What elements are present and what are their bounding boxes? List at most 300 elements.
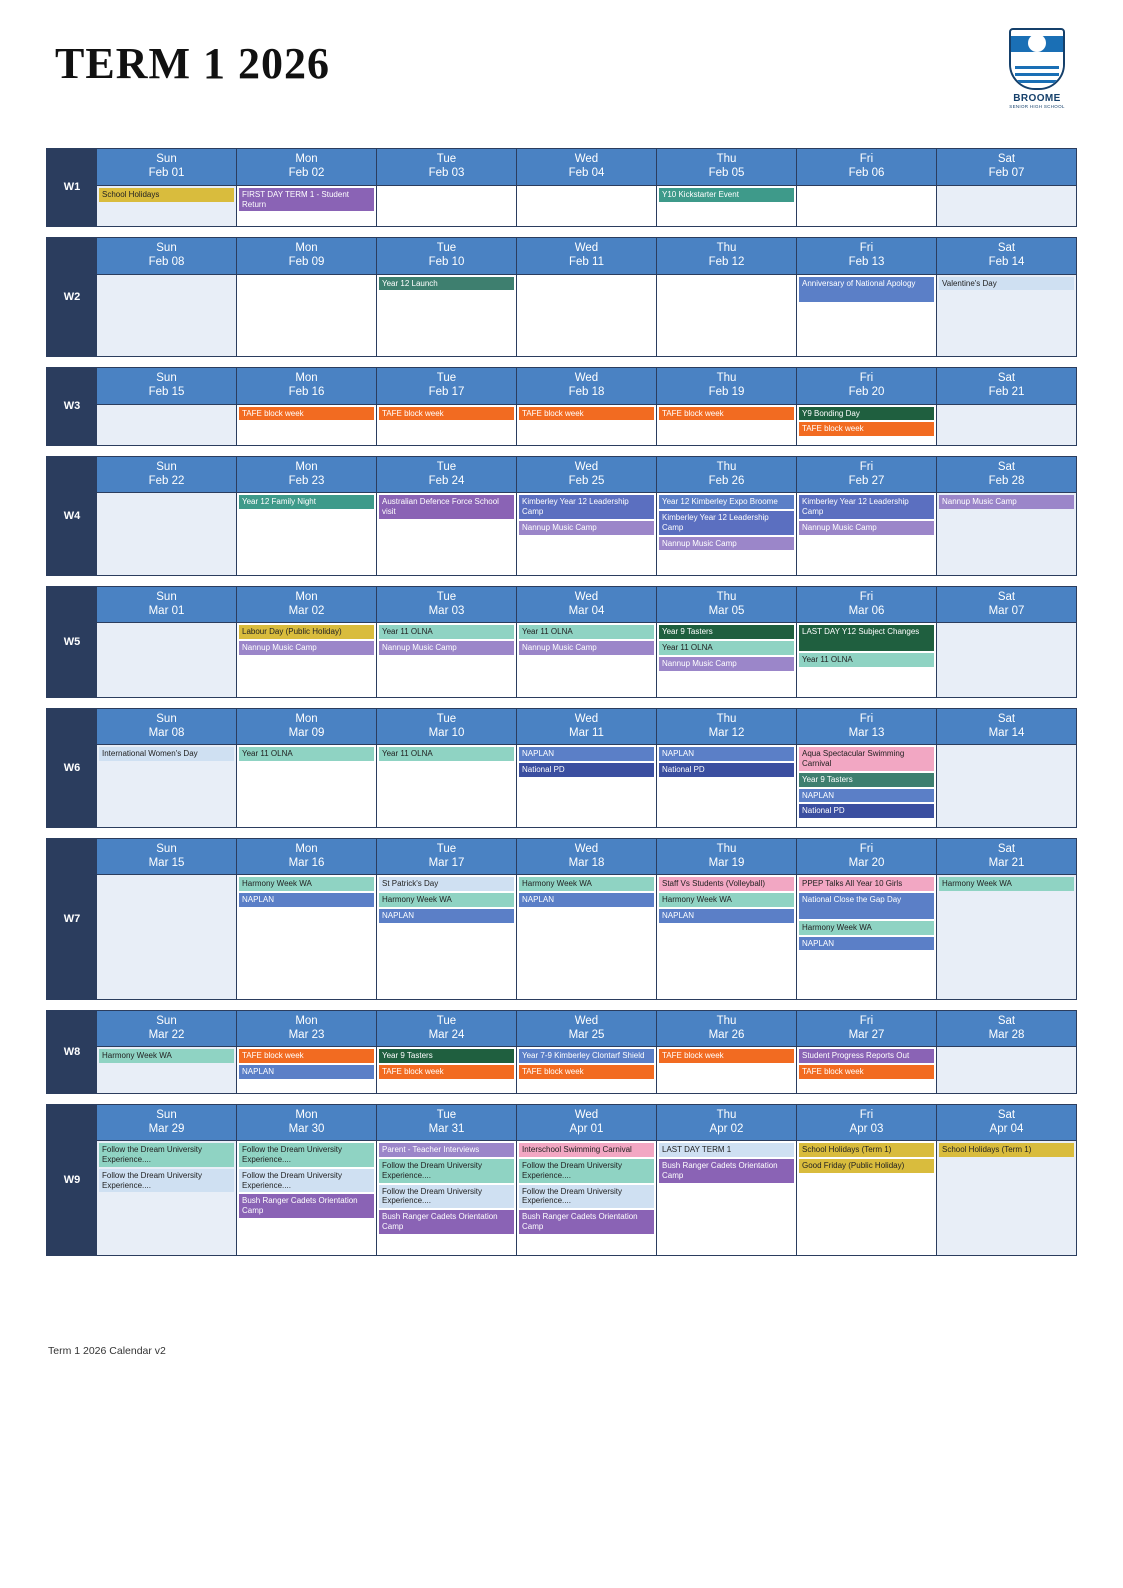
day-of-week: Wed: [574, 460, 599, 473]
day-cell[interactable]: [937, 275, 1076, 356]
day-columns: [97, 368, 1076, 445]
day-header: [97, 368, 236, 405]
day-header: [237, 839, 376, 876]
calendar-event[interactable]: PPEP Talks All Year 10 Girls: [799, 877, 934, 891]
day-header: [937, 839, 1076, 876]
day-cell[interactable]: [797, 623, 936, 696]
day-date: Feb 10: [428, 256, 465, 269]
calendar-event[interactable]: TAFE block week: [239, 1049, 374, 1063]
day-cell[interactable]: [377, 745, 516, 826]
day-cell[interactable]: [237, 275, 376, 356]
calendar-event[interactable]: Harmony Week WA: [939, 877, 1074, 891]
day-header: [937, 1011, 1076, 1048]
day-cell[interactable]: [937, 405, 1076, 445]
day-cell[interactable]: [797, 493, 936, 574]
day-cell[interactable]: [517, 186, 656, 226]
calendar-event[interactable]: Follow the Dream University Experience....: [519, 1185, 654, 1209]
day-cell[interactable]: [237, 875, 376, 998]
day-cell[interactable]: [937, 186, 1076, 226]
week-row: [46, 838, 1077, 1000]
week-row: [46, 237, 1077, 357]
day-column: [376, 368, 516, 445]
day-cell[interactable]: [937, 1047, 1076, 1092]
calendar-event[interactable]: NAPLAN: [239, 893, 374, 907]
day-of-week: Thu: [716, 590, 737, 603]
day-of-week: Mon: [295, 712, 318, 725]
day-of-week: Tue: [436, 371, 457, 384]
day-cell[interactable]: [797, 405, 936, 445]
day-column: [97, 368, 236, 445]
day-cell[interactable]: [517, 1047, 656, 1092]
day-cell[interactable]: [937, 875, 1076, 998]
calendar-event[interactable]: Year 12 Family Night: [239, 495, 374, 509]
day-header: [97, 587, 236, 624]
day-cell[interactable]: [657, 623, 796, 696]
day-header: [517, 587, 656, 624]
day-columns: [97, 839, 1076, 999]
calendar-event[interactable]: TAFE block week: [519, 1065, 654, 1079]
calendar-event[interactable]: Y10 Kickstarter Event: [659, 188, 794, 202]
day-column: [516, 839, 656, 999]
day-header: [517, 368, 656, 405]
day-date: Mar 26: [708, 1028, 745, 1041]
day-column: [236, 149, 376, 226]
day-of-week: Sat: [997, 371, 1016, 384]
day-header: [937, 709, 1076, 746]
day-cell[interactable]: [97, 623, 236, 696]
day-header: [377, 709, 516, 746]
day-header: [377, 238, 516, 275]
day-of-week: Wed: [574, 590, 599, 603]
day-cell[interactable]: [657, 186, 796, 226]
calendar-event[interactable]: TAFE block week: [659, 1049, 794, 1063]
calendar-event[interactable]: Good Friday (Public Holiday): [799, 1159, 934, 1173]
calendar-event[interactable]: Year 9 Tasters: [659, 625, 794, 639]
day-of-week: Sat: [997, 460, 1016, 473]
calendar-event[interactable]: TAFE block week: [799, 1065, 934, 1079]
day-cell[interactable]: [377, 1047, 516, 1092]
calendar-event[interactable]: NAPLAN: [799, 789, 934, 803]
day-header: [97, 709, 236, 746]
day-date: Mar 18: [568, 856, 605, 869]
day-column: [97, 149, 236, 226]
calendar-event[interactable]: Year 11 OLNA: [239, 747, 374, 761]
calendar-event[interactable]: Anniversary of National Apology: [799, 277, 934, 303]
calendar-event[interactable]: Year 11 OLNA: [799, 653, 934, 667]
day-column: [936, 238, 1076, 356]
calendar-event[interactable]: Staff Vs Students (Volleyball): [659, 877, 794, 891]
calendar-event[interactable]: Kimberley Year 12 Leadership Camp: [519, 495, 654, 519]
day-cell[interactable]: [937, 745, 1076, 826]
day-header: [937, 368, 1076, 405]
calendar-event[interactable]: School Holidays (Term 1): [939, 1143, 1074, 1157]
calendar-event[interactable]: Harmony Week WA: [799, 921, 934, 935]
day-cell[interactable]: [797, 275, 936, 356]
calendar-event[interactable]: Follow the Dream University Experience....: [99, 1169, 234, 1193]
calendar-event[interactable]: Harmony Week WA: [239, 877, 374, 891]
day-cell[interactable]: [517, 493, 656, 574]
day-date: Feb 19: [708, 386, 745, 399]
calendar-event[interactable]: LAST DAY TERM 1: [659, 1143, 794, 1157]
day-date: Mar 23: [288, 1028, 325, 1041]
calendar-event[interactable]: Follow the Dream University Experience....: [239, 1143, 374, 1167]
calendar-event[interactable]: International Women's Day: [99, 747, 234, 761]
day-cell[interactable]: [377, 275, 516, 356]
day-column: [796, 587, 936, 697]
day-column: [656, 1011, 796, 1093]
day-date: Mar 31: [428, 1122, 465, 1135]
calendar-event[interactable]: NAPLAN: [659, 909, 794, 923]
day-header: [97, 457, 236, 494]
calendar-event[interactable]: NAPLAN: [239, 1065, 374, 1079]
day-of-week: Fri: [859, 371, 874, 384]
day-column: [936, 709, 1076, 827]
calendar-event[interactable]: Harmony Week WA: [659, 893, 794, 907]
day-column: [97, 1105, 236, 1255]
day-header: [517, 1105, 656, 1142]
day-of-week: Sat: [997, 1014, 1016, 1027]
calendar-event[interactable]: National PD: [799, 804, 934, 818]
day-column: [936, 1105, 1076, 1255]
calendar-event[interactable]: School Holidays (Term 1): [799, 1143, 934, 1157]
day-cell[interactable]: [937, 623, 1076, 696]
day-date: Mar 30: [288, 1122, 325, 1135]
day-cell[interactable]: [237, 745, 376, 826]
day-column: [516, 1011, 656, 1093]
day-column: [376, 1011, 516, 1093]
day-cell[interactable]: [377, 405, 516, 445]
calendar-event[interactable]: NAPLAN: [519, 893, 654, 907]
day-cell[interactable]: [937, 1141, 1076, 1254]
day-cell[interactable]: [237, 1141, 376, 1254]
day-column: [656, 368, 796, 445]
day-of-week: Tue: [436, 1108, 457, 1121]
day-columns: [97, 1105, 1076, 1255]
day-of-week: Sat: [997, 842, 1016, 855]
day-cell[interactable]: [517, 405, 656, 445]
calendar-event[interactable]: National PD: [659, 763, 794, 777]
day-of-week: Tue: [436, 153, 457, 165]
day-of-week: Thu: [716, 153, 737, 165]
day-cell[interactable]: [517, 1141, 656, 1254]
day-of-week: Fri: [859, 712, 874, 725]
day-header: [237, 238, 376, 275]
day-cell[interactable]: [377, 875, 516, 998]
day-header: [797, 1105, 936, 1142]
day-cell[interactable]: [517, 623, 656, 696]
day-column: [97, 238, 236, 356]
day-cell[interactable]: [97, 493, 236, 574]
day-header: [657, 709, 796, 746]
calendar-event[interactable]: Parent - Teacher Interviews: [379, 1143, 514, 1157]
day-cell[interactable]: [657, 405, 796, 445]
calendar-event[interactable]: National PD: [519, 763, 654, 777]
day-column: [516, 709, 656, 827]
calendar-event[interactable]: TAFE block week: [379, 1065, 514, 1079]
day-cell[interactable]: [237, 623, 376, 696]
calendar-event[interactable]: Nannup Music Camp: [379, 641, 514, 655]
day-header: [237, 587, 376, 624]
week-label: W8: [47, 1011, 97, 1093]
day-header: [937, 238, 1076, 275]
day-date: Mar 07: [988, 604, 1025, 617]
day-cell[interactable]: [237, 1047, 376, 1092]
day-cell[interactable]: [517, 275, 656, 356]
calendar-event[interactable]: NAPLAN: [659, 747, 794, 761]
calendar-event[interactable]: Year 12 Kimberley Expo Broome: [659, 495, 794, 509]
calendar-event[interactable]: Nannup Music Camp: [659, 657, 794, 671]
day-cell[interactable]: [97, 405, 236, 445]
day-date: Feb 24: [428, 474, 465, 487]
calendar-event[interactable]: Nannup Music Camp: [799, 521, 934, 535]
day-cell[interactable]: [657, 875, 796, 998]
day-date: Feb 13: [848, 256, 885, 269]
day-cell[interactable]: [97, 186, 236, 226]
calendar-event[interactable]: Kimberley Year 12 Leadership Camp: [659, 511, 794, 535]
day-header: [657, 587, 796, 624]
calendar-event[interactable]: Bush Ranger Cadets Orientation Camp: [379, 1210, 514, 1234]
day-date: Feb 27: [848, 474, 885, 487]
day-date: Mar 09: [288, 726, 325, 739]
calendar-event[interactable]: Bush Ranger Cadets Orientation Camp: [239, 1194, 374, 1218]
day-header: [377, 1105, 516, 1142]
day-cell[interactable]: [937, 493, 1076, 574]
calendar-event[interactable]: Aqua Spectacular Swimming Carnival: [799, 747, 934, 771]
calendar-event[interactable]: Year 11 OLNA: [379, 747, 514, 761]
calendar-event[interactable]: Year 7-9 Kimberley Clontarf Shield: [519, 1049, 654, 1063]
day-cell[interactable]: [377, 623, 516, 696]
calendar-event[interactable]: Nannup Music Camp: [939, 495, 1074, 509]
day-column: [796, 457, 936, 575]
day-of-week: Mon: [295, 1108, 318, 1121]
day-date: Feb 14: [988, 256, 1025, 269]
calendar-event[interactable]: Year 9 Tasters: [379, 1049, 514, 1063]
day-column: [796, 149, 936, 226]
week-row: [46, 148, 1077, 227]
calendar-event[interactable]: Year 9 Tasters: [799, 773, 934, 787]
day-date: Mar 08: [148, 726, 185, 739]
day-date: Mar 14: [988, 726, 1025, 739]
day-column: [236, 587, 376, 697]
day-of-week: Sat: [997, 590, 1016, 603]
logo-name: BROOME: [1013, 93, 1061, 104]
day-cell[interactable]: [797, 1047, 936, 1092]
day-cell[interactable]: [97, 1047, 236, 1092]
day-date: Feb 06: [848, 167, 885, 180]
day-column: [796, 839, 936, 999]
day-column: [97, 1011, 236, 1093]
day-of-week: Sun: [156, 241, 177, 254]
day-column: [376, 709, 516, 827]
week-row: [46, 1010, 1077, 1094]
calendar-event[interactable]: TAFE block week: [519, 407, 654, 421]
calendar-event[interactable]: Nannup Music Camp: [519, 521, 654, 535]
day-of-week: Sun: [156, 371, 177, 384]
calendar-event[interactable]: Harmony Week WA: [379, 893, 514, 907]
day-cell[interactable]: [517, 745, 656, 826]
day-column: [936, 1011, 1076, 1093]
day-cell[interactable]: [97, 745, 236, 826]
calendar-event[interactable]: LAST DAY Y12 Subject Changes: [799, 625, 934, 651]
calendar-event[interactable]: Follow the Dream University Experience....: [519, 1159, 654, 1183]
calendar-event[interactable]: St Patrick's Day: [379, 877, 514, 891]
day-date: Mar 22: [148, 1028, 185, 1041]
calendar-event[interactable]: Harmony Week WA: [519, 877, 654, 891]
day-cell[interactable]: [797, 186, 936, 226]
day-column: [376, 587, 516, 697]
day-of-week: Thu: [716, 371, 737, 384]
day-cell[interactable]: [517, 875, 656, 998]
day-column: [656, 839, 796, 999]
day-header: [237, 149, 376, 186]
day-date: Mar 16: [288, 856, 325, 869]
calendar-event[interactable]: Y9 Bonding Day: [799, 407, 934, 421]
day-cell[interactable]: [237, 186, 376, 226]
day-cell[interactable]: [377, 493, 516, 574]
day-of-week: Fri: [859, 153, 874, 165]
calendar-event[interactable]: Interschool Swimming Carnival: [519, 1143, 654, 1157]
day-column: [656, 238, 796, 356]
day-date: Mar 20: [848, 856, 885, 869]
week-row: [46, 456, 1077, 576]
day-header: [657, 238, 796, 275]
calendar-event[interactable]: Bush Ranger Cadets Orientation Camp: [519, 1210, 654, 1234]
day-cell[interactable]: [797, 745, 936, 826]
day-header: [797, 457, 936, 494]
day-cell[interactable]: [657, 1047, 796, 1092]
day-cell[interactable]: [657, 745, 796, 826]
calendar-event[interactable]: Australian Defence Force School visit: [379, 495, 514, 519]
calendar-event[interactable]: National Close the Gap Day: [799, 893, 934, 919]
day-date: Mar 29: [148, 1122, 185, 1135]
day-of-week: Sat: [997, 241, 1016, 254]
day-of-week: Sun: [156, 153, 177, 165]
day-header: [237, 1105, 376, 1142]
day-date: Mar 15: [148, 856, 185, 869]
calendar-event[interactable]: Labour Day (Public Holiday): [239, 625, 374, 639]
day-header: [797, 149, 936, 186]
day-column: [516, 1105, 656, 1255]
calendar-event[interactable]: Nannup Music Camp: [519, 641, 654, 655]
day-column: [97, 457, 236, 575]
day-cell[interactable]: [97, 875, 236, 998]
day-cell[interactable]: [237, 493, 376, 574]
calendar-event[interactable]: Student Progress Reports Out: [799, 1049, 934, 1063]
day-of-week: Tue: [436, 590, 457, 603]
day-cell[interactable]: [797, 1141, 936, 1254]
day-column: [236, 457, 376, 575]
calendar-event[interactable]: NAPLAN: [379, 909, 514, 923]
day-of-week: Mon: [295, 153, 318, 165]
day-date: Mar 13: [848, 726, 885, 739]
day-column: [516, 368, 656, 445]
calendar-event[interactable]: NAPLAN: [799, 937, 934, 951]
day-cell[interactable]: [657, 493, 796, 574]
calendar-event[interactable]: Follow the Dream University Experience....: [379, 1185, 514, 1209]
day-header: [377, 587, 516, 624]
calendar-event[interactable]: TAFE block week: [799, 422, 934, 436]
calendar-event[interactable]: TAFE block week: [659, 407, 794, 421]
day-of-week: Thu: [716, 460, 737, 473]
calendar-event[interactable]: Year 11 OLNA: [519, 625, 654, 639]
day-of-week: Thu: [716, 1108, 737, 1121]
day-columns: [97, 587, 1076, 697]
calendar-event[interactable]: Bush Ranger Cadets Orientation Camp: [659, 1159, 794, 1183]
day-columns: [97, 457, 1076, 575]
day-header: [97, 1011, 236, 1048]
day-date: Apr 02: [709, 1122, 744, 1135]
day-of-week: Wed: [574, 712, 599, 725]
calendar-event[interactable]: Year 11 OLNA: [659, 641, 794, 655]
calendar-event[interactable]: Valentine's Day: [939, 277, 1074, 291]
day-header: [797, 709, 936, 746]
day-cell[interactable]: [797, 875, 936, 998]
calendar-event[interactable]: Kimberley Year 12 Leadership Camp: [799, 495, 934, 519]
week-label: W3: [47, 368, 97, 445]
page-title: TERM 1 2026: [55, 39, 330, 88]
day-cell[interactable]: [237, 405, 376, 445]
day-cell[interactable]: [657, 1141, 796, 1254]
day-date: Mar 01: [148, 604, 185, 617]
day-date: Mar 11: [569, 726, 604, 739]
day-of-week: Wed: [574, 241, 599, 254]
day-column: [376, 238, 516, 356]
day-of-week: Tue: [436, 460, 457, 473]
day-date: Feb 02: [288, 167, 325, 180]
day-cell[interactable]: [377, 1141, 516, 1254]
day-date: Apr 04: [989, 1122, 1024, 1135]
calendar-event[interactable]: Year 12 Launch: [379, 277, 514, 291]
day-header: [657, 149, 796, 186]
calendar-event[interactable]: Follow the Dream University Experience....: [379, 1159, 514, 1183]
day-header: [517, 1011, 656, 1048]
day-header: [937, 149, 1076, 186]
day-header: [657, 839, 796, 876]
day-column: [936, 149, 1076, 226]
calendar-event[interactable]: TAFE block week: [379, 407, 514, 421]
day-of-week: Wed: [574, 1108, 599, 1121]
day-column: [376, 839, 516, 999]
calendar-event[interactable]: Follow the Dream University Experience....: [99, 1143, 234, 1167]
day-cell[interactable]: [657, 275, 796, 356]
week-row: [46, 1104, 1077, 1256]
day-column: [236, 1011, 376, 1093]
day-date: Apr 03: [849, 1122, 884, 1135]
day-of-week: Thu: [716, 1014, 737, 1027]
day-column: [796, 368, 936, 445]
day-cell[interactable]: [97, 275, 236, 356]
day-cell[interactable]: [97, 1141, 236, 1254]
calendar-event[interactable]: Follow the Dream University Experience....: [239, 1169, 374, 1193]
calendar-event[interactable]: Nannup Music Camp: [239, 641, 374, 655]
calendar-event[interactable]: TAFE block week: [239, 407, 374, 421]
calendar-event[interactable]: Nannup Music Camp: [659, 537, 794, 551]
day-column: [236, 1105, 376, 1255]
calendar-event[interactable]: Year 11 OLNA: [379, 625, 514, 639]
day-date: Mar 21: [988, 856, 1025, 869]
week-label: W2: [47, 238, 97, 356]
day-date: Mar 03: [428, 604, 465, 617]
day-date: Feb 22: [148, 474, 185, 487]
calendar-event[interactable]: FIRST DAY TERM 1 - Student Return: [239, 188, 374, 212]
calendar-event[interactable]: NAPLAN: [519, 747, 654, 761]
week-label: W9: [47, 1105, 97, 1255]
calendar-event[interactable]: Harmony Week WA: [99, 1049, 234, 1063]
day-column: [796, 709, 936, 827]
day-of-week: Fri: [859, 842, 874, 855]
day-cell[interactable]: [377, 186, 516, 226]
calendar-event[interactable]: School Holidays: [99, 188, 234, 202]
